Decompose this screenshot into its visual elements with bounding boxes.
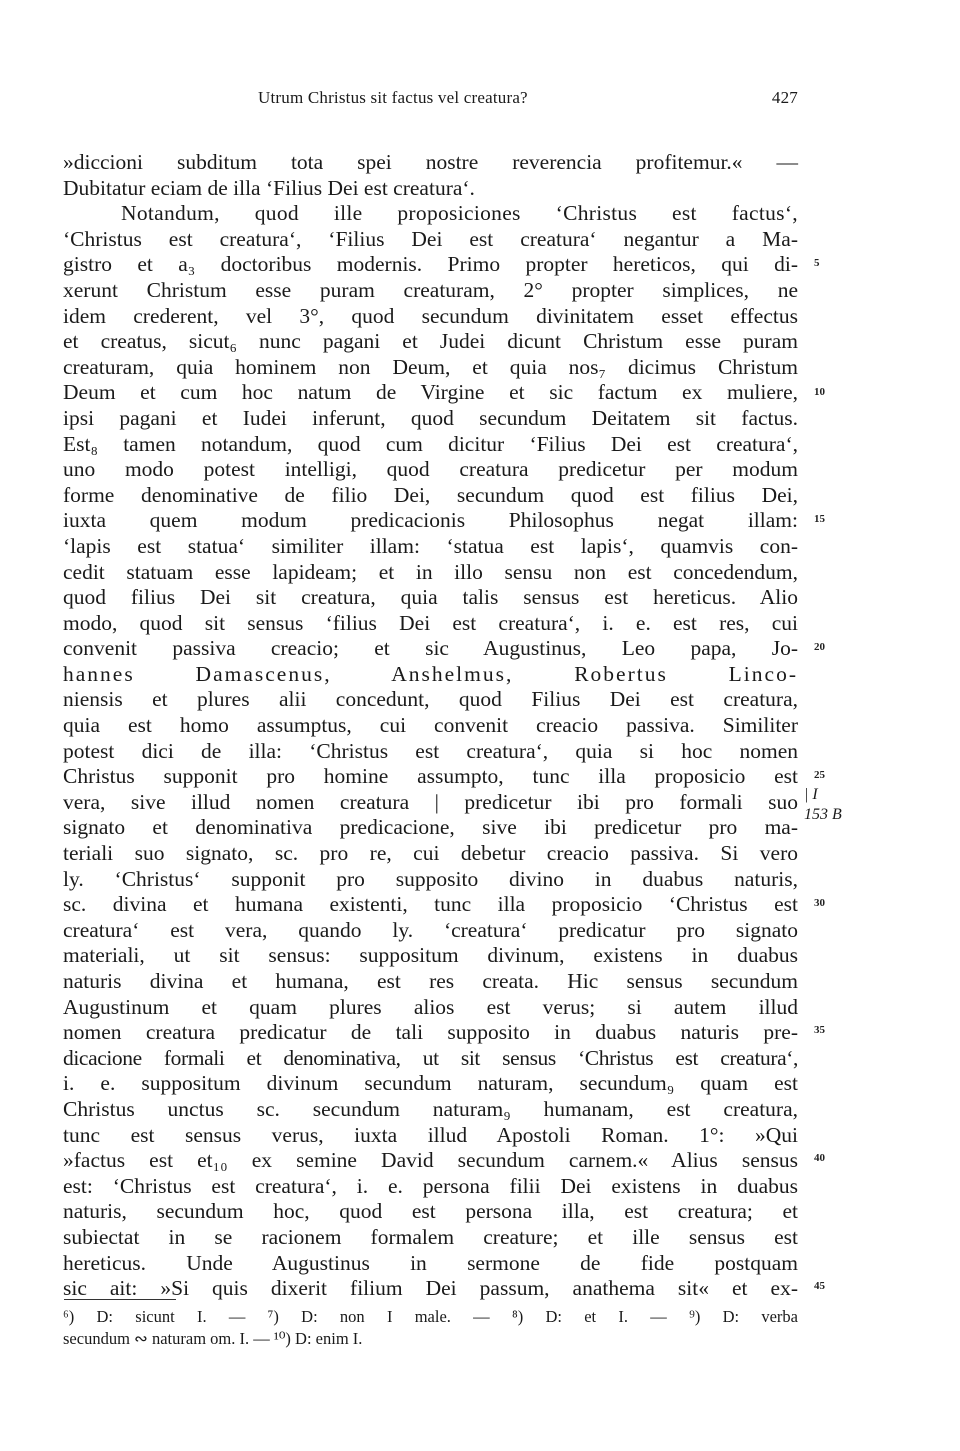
footnote-line: ⁶) D: sicunt I. — ⁷) D: non I male. — ⁸) D: et I. — ⁹) D: verba <box>63 1307 798 1326</box>
page-number: 427 <box>771 88 798 107</box>
text-line: tunc est sensus verus, iuxta illud Apostoli Roman. 1°: »Qui <box>63 1122 798 1147</box>
text-line: sc. divina et humana existenti, tunc illa proposicio ‘Christus est <box>63 892 798 917</box>
text-line: vera, sive illud nomen creatura | predicetur ibi pro formali suo <box>63 789 798 814</box>
running-title: Utrum Christus sit factus vel creatura? <box>258 88 528 107</box>
main-text <box>63 150 798 1302</box>
text-line: ly. ‘Christus‘ supponit pro supposito divino in duabus naturis, <box>63 866 798 891</box>
text-line: ipsi pagani et Iudei inferunt, quod secundum Deitatem sit factus. <box>63 405 798 430</box>
text-line: hannes Damascenus, Anshelmus, Robertus Linco- <box>63 661 798 686</box>
line-number: 35 <box>814 1024 825 1036</box>
text-line: est: ‘Christus est creatura‘, i. e. persona filii Dei existens in duabus <box>63 1173 798 1198</box>
text-line: potest dici de illa: ‘Christus est creatura‘, quia si hoc nomen <box>63 738 798 763</box>
text-line: Dubitatur eciam de illa ‘Filius Dei est creatura‘. <box>63 175 475 200</box>
text-line: dicacione formali et denominativa, ut sit sensus ‘Christus est creatura‘, <box>63 1045 798 1070</box>
text-line: Notandum, quod ille proposiciones ‘Christus est factus‘, <box>121 201 798 226</box>
text-line: hereticus. Unde Augustinus in sermone de fide postquam <box>63 1250 798 1275</box>
text-line: i. e. suppositum divinum secundum naturam, secundum₉ quam est <box>63 1071 798 1096</box>
text-line: modo, quod sit sensus ‘filius Dei est creatura‘, i. e. est res, cui <box>63 610 798 635</box>
text-line: idem crederent, vel 3°, quod secundum divinitatem esset effectus <box>63 303 798 328</box>
text-line: niensis et plures alii concedunt, quod Filius Dei est creatura, <box>63 687 798 712</box>
text-line: ‘lapis est statua‘ similiter illam: ‘statua est lapis‘, quamvis con- <box>63 533 798 558</box>
text-line: Deum et cum hoc natum de Virgine et sic factum ex muliere, <box>63 380 798 405</box>
text-line: materiali, ut sit sensus: suppositum divinum, existens in duabus <box>63 943 798 968</box>
text-line: Est₈ tamen notandum, quod cum dicitur ‘Filius Dei est creatura‘, <box>63 431 798 456</box>
text-line: forme denominative de filio Dei, secundum quod est filius Dei, <box>63 482 798 507</box>
line-number: 15 <box>814 513 825 525</box>
footnote-rule <box>64 1299 176 1300</box>
text-line: quia est homo assumptus, cui convenit creacio passiva. Similiter <box>63 713 798 738</box>
text-line: ‘Christus est creatura‘, ‘Filius Dei est creatura‘ negantur a Ma- <box>63 226 798 251</box>
line-number: 10 <box>814 386 825 398</box>
text-line: nomen creatura predicatur de tali supposito in duabus naturis pre- <box>63 1020 798 1045</box>
text-line: uno modo potest intelligi, quod creatura predicetur per modum <box>63 457 798 482</box>
line-number: 25 <box>814 769 825 781</box>
line-number: 30 <box>814 897 825 909</box>
text-line: naturis divina et humana, est res creata. Hic sensus secundum <box>63 969 798 993</box>
text-line: naturis, secundum hoc, quod est persona illa, est creatura; et <box>63 1199 798 1224</box>
margin-reference: 153 B <box>804 806 842 823</box>
text-line: convenit passiva creacio; et sic Augustinus, Leo papa, Jo- <box>63 636 798 661</box>
running-head <box>258 88 798 108</box>
margin-reference: | I <box>804 786 818 803</box>
text-line: creaturam, quia hominem non Deum, et quia nos₇ dicimus Christum <box>63 354 798 379</box>
line-number: 20 <box>814 641 825 653</box>
text-line: iuxta quem modum predicacionis Philosophus negat illam: <box>63 508 798 533</box>
text-line: creatura‘ est vera, quando ly. ‘creatura‘ predicatur pro signato <box>63 917 798 942</box>
text-line: Christus unctus sc. secundum naturam₉ humanam, est creatura, <box>63 1096 798 1121</box>
footnotes <box>63 1306 798 1350</box>
line-number: 5 <box>814 257 820 269</box>
text-line: quod filius Dei sit creatura, quia talis sensus est hereticus. Alio <box>63 585 798 610</box>
text-line: »factus est et₁₀ ex semine David secundum carnem.« Alius sensus <box>63 1148 798 1173</box>
text-line: signato et denominativa predicacione, sive ibi predicetur pro ma- <box>63 815 798 840</box>
line-number: 40 <box>814 1152 825 1164</box>
line-number: 45 <box>814 1280 825 1292</box>
footnote-line: secundum ∾ naturam om. I. — ¹⁰) D: enim I. <box>63 1329 363 1348</box>
text-line: xerunt Christum esse puram creaturam, 2° propter simplices, ne <box>63 277 798 302</box>
text-line: gistro et a₃ doctoribus modernis. Primo propter hereticos, qui di- <box>63 252 798 277</box>
text-line: »diccioni subditum tota spei nostre reverencia profitemur.« — <box>63 150 798 174</box>
text-line: cedit statuam esse lapideam; et in illo sensu non est concedendum, <box>63 559 798 584</box>
text-line: Christus supponit pro homine assumpto, tunc illa proposicio est <box>63 764 798 789</box>
text-line: subiectat in se racionem formalem creature; et ille sensus est <box>63 1224 798 1249</box>
text-line: Augustinum et quam plures alios est verus; si autem illud <box>63 994 798 1019</box>
text-line: et creatus, sicut₆ nunc pagani et Judei dicunt Christum esse puram <box>63 329 798 354</box>
text-line: teriali suo signato, sc. pro re, cui debetur creacio passiva. Si vero <box>63 841 798 866</box>
text-line: sic ait: »Si quis dixerit filium Dei passum, anathema sit« et ex- <box>63 1276 798 1301</box>
